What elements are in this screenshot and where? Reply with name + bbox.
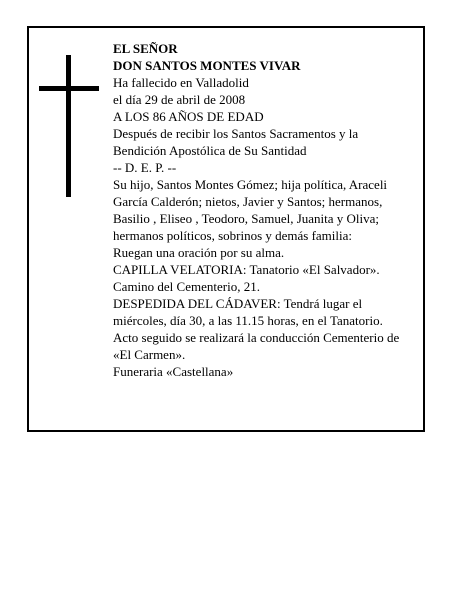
latin-cross-icon [39,55,99,197]
chapel-line-2: Camino del Cementerio, 21. [113,279,260,294]
sacraments-line-2: Bendición Apostólica de Su Santidad [113,143,307,158]
family-line-1: Su hijo, Santos Montes Gómez; hija política, Araceli [113,177,388,192]
procession-line-1: Acto seguido se realizará la conducción Cementerio de [113,330,400,345]
farewell-line-2: miércoles, día 30, a las 11.15 horas, en el Tanatorio. [113,313,383,328]
family-line-2: García Calderón; nietos, Javier y Santos; hermanos, [113,194,383,209]
death-date: el día 29 de abril de 2008 [113,92,246,107]
obituary-notice [27,26,425,432]
death-place: Ha fallecido en Valladolid [113,75,249,90]
sacraments-line-1: Después de recibir los Santos Sacramentos y la [113,126,359,141]
farewell-line-1: DESPEDIDA DEL CÁDAVER: Tendrá lugar el [113,296,363,311]
cross-horizontal-bar [39,86,99,91]
deceased-name: DON SANTOS MONTES VIVAR [113,58,301,73]
cross-vertical-bar [66,55,71,197]
obituary-text [113,40,425,380]
funeral-home: Funeraria «Castellana» [113,364,234,379]
family-line-4: hermanos políticos, sobrinos y demás familia: [113,228,353,243]
notice-title: EL SEÑOR [113,41,178,56]
family-line-3: Basilio , Eliseo , Teodoro, Samuel, Juanita y Oliva; [113,211,380,226]
rip-line: -- D. E. P. -- [113,160,177,175]
chapel-line-1: CAPILLA VELATORIA: Tanatorio «El Salvador». [113,262,380,277]
prayer-request: Ruegan una oración por su alma. [113,245,285,260]
age-at-death: A LOS 86 AÑOS DE EDAD [113,109,264,124]
procession-line-2: «El Carmen». [113,347,186,362]
